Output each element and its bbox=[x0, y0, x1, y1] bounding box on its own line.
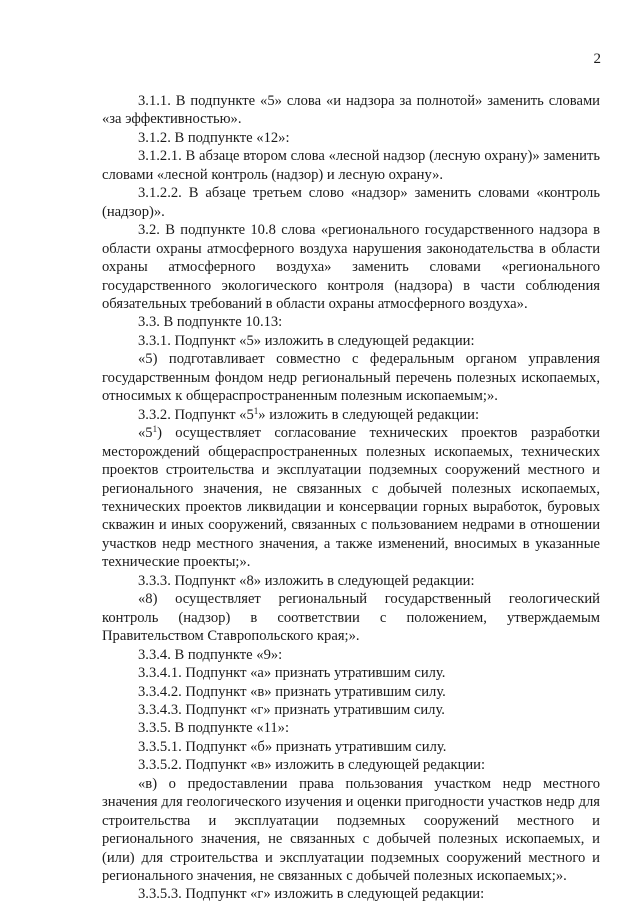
paragraph-3-3-5-2: 3.3.5.2. Подпункт «в» изложить в следующей редакции: bbox=[138, 757, 486, 774]
paragraph-v-quote: «в) о предоставлении права пользования участком недр местного значения для геологического изучения и оценки пригодности участков недр для строительства и эксплуатации подземных сооружений местного и регионального значения, не связанных с добычей полезных ископаемых, и (или) для строительства и эксплуатации подземных сооружений местного и регионального значения, не связанных с добычей полезных ископаемых;». bbox=[102, 775, 600, 885]
paragraph-3-3-5: 3.3.5. В подпункте «11»: bbox=[138, 720, 289, 737]
paragraph-3-1-2-2: 3.1.2.2. В абзаце третьем слово «надзор» заменить словами «контроль (надзор)». bbox=[102, 185, 600, 220]
paragraph-3-1-1: 3.1.1. В подпункте «5» слова «и надзора за полнотой» заменить словами «за эффективностью». bbox=[102, 93, 600, 128]
paragraph-3-1-2-1: 3.1.2.1. В абзаце втором слова «лесной надзор (лесную охрану)» заменить словами «лесной контроль (надзор) и лесную охрану». bbox=[102, 148, 600, 183]
superscript-one: 1 bbox=[152, 424, 158, 435]
paragraph-3-3-1: 3.3.1. Подпункт «5» изложить в следующей редакции: bbox=[138, 332, 475, 349]
paragraph-5-1-start: «5 bbox=[138, 425, 153, 442]
paragraph-3-3-4-1: 3.3.4.1. Подпункт «а» признать утратившим силу. bbox=[138, 665, 446, 682]
paragraph-3-3-2 bbox=[102, 406, 600, 424]
paragraph-3-3: 3.3. В подпункте 10.13: bbox=[138, 314, 283, 331]
paragraph-8-quote: «8) осуществляет региональный государственный геологический контроль (надзор) в соответствии с положением, утверждаемым Правительством Ставропольского края;». bbox=[102, 591, 600, 645]
page-number: 2 bbox=[593, 51, 601, 67]
paragraph-3-3-2-start: 3.3.2. Подпункт «5 bbox=[138, 406, 254, 423]
paragraph-3-3-4-3: 3.3.4.3. Подпункт «г» признать утратившим силу. bbox=[138, 701, 445, 718]
paragraph-3-3-5-1: 3.3.5.1. Подпункт «б» признать утратившим силу. bbox=[138, 738, 447, 755]
paragraph-5-1-end: ) осуществляет согласование технических проектов разработки месторождений общераспространенных полезных ископаемых, технических проектов строительства и эксплуатации подземных сооружений местного и регионального значения, не связанных с добычей полезных ископаемых, технических проектов ликвидации и консервации горных выработок, буровых скважин и иных сооружений, связанных с пользованием недрами в отношении участков недр местного значения, а также изменений, вносимых в указанные технические проекты;». bbox=[102, 425, 600, 571]
paragraph-3-3-4: 3.3.4. В подпункте «9»: bbox=[138, 646, 283, 663]
document-body bbox=[102, 92, 600, 904]
paragraph-3-3-3: 3.3.3. Подпункт «8» изложить в следующей редакции: bbox=[138, 572, 475, 589]
paragraph-3-3-5-3: 3.3.5.3. Подпункт «г» изложить в следующей редакции: bbox=[138, 886, 485, 903]
superscript-one: 1 bbox=[253, 405, 259, 416]
paragraph-3-3-4-2: 3.3.4.2. Подпункт «в» признать утратившим силу. bbox=[138, 683, 446, 700]
paragraph-5-1-quote bbox=[102, 424, 600, 572]
paragraph-5-quote: «5) подготавливает совместно с федеральным органом управления государственным фондом недр региональный перечень полезных ископаемых, относимых к общераспространенным полезным ископаемым;». bbox=[102, 351, 600, 405]
paragraph-3-2: 3.2. В подпункте 10.8 слова «регионального государственного надзора в области охраны атмосферного воздуха нарушения законодательства в области охраны атмосферного воздуха» заменить словами «регионального государственного экологического контроля (надзора) в части соблюдения обязательных требований в области охраны атмосферного воздуха». bbox=[102, 222, 600, 312]
paragraph-3-3-2-end: » изложить в следующей редакции: bbox=[258, 406, 480, 423]
paragraph-3-1-2: 3.1.2. В подпункте «12»: bbox=[138, 129, 290, 146]
